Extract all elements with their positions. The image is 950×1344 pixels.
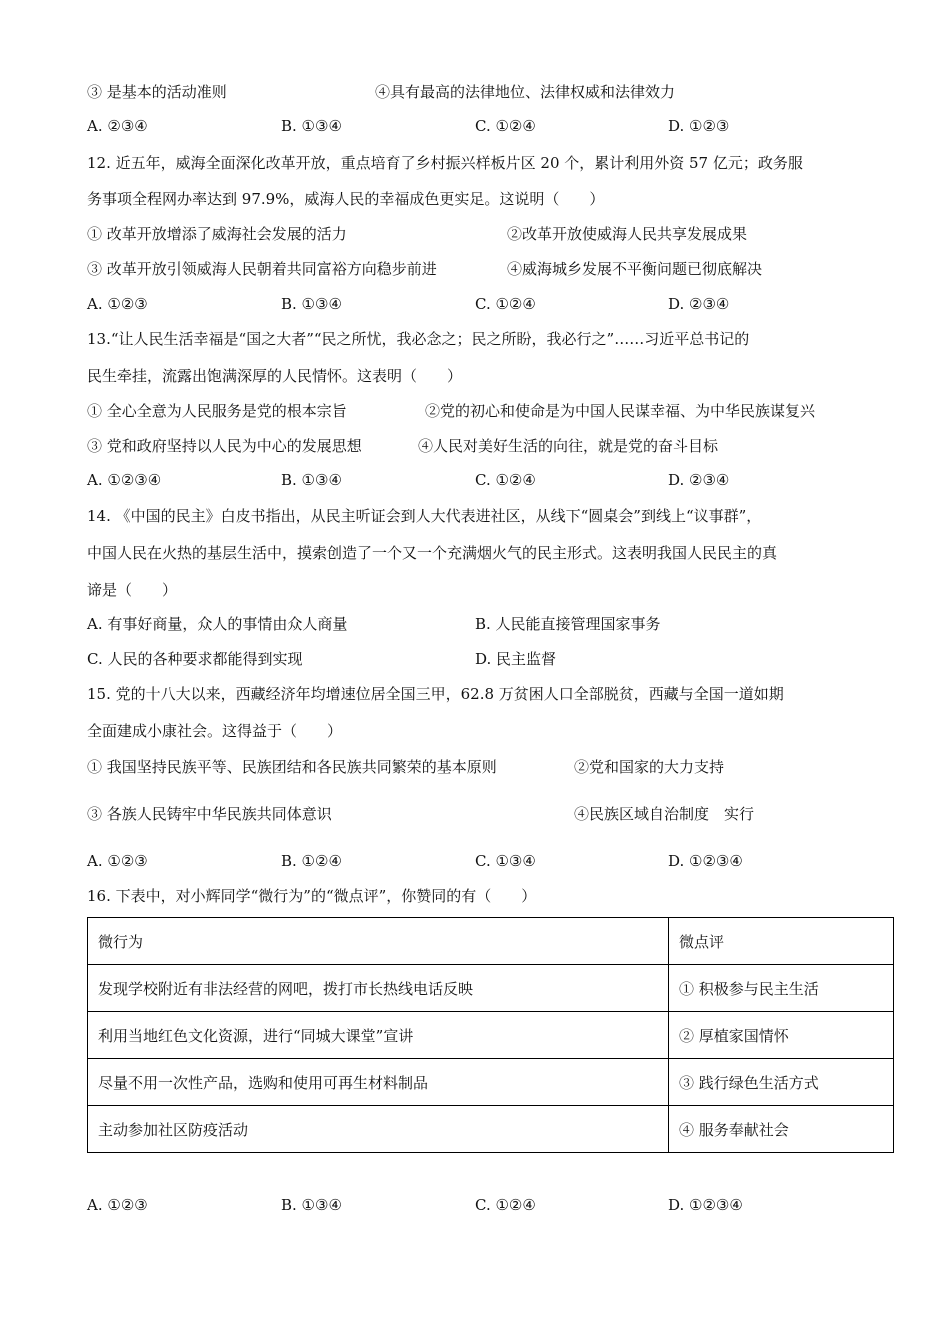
q14-stem-line1: 14. 《中国的民主》白皮书指出，从民主听证会到人大代表进社区，从线下“圆桌会”到线上“议事群”， [87,507,762,525]
table-cell-comment: ④ 服务奉献社会 [669,1106,894,1153]
q13-option-d: D. ②③④ [668,471,730,489]
q12-item-2: ②改革开放使威海人民共享发展成果 [507,225,748,243]
q13-item-2: ②党的初心和使命是为中国人民谋幸福、为中华民族谋复兴 [425,402,816,420]
q14-stem-line2: 中国人民在火热的基层生活中，摸索创造了一个又一个充满烟火气的民主形式。这表明我国人民民主的真 [87,544,778,562]
q15-option-d: D. ①②③④ [668,852,743,870]
q12-stem-line2: 务事项全程网办率达到 97.9%，威海人民的幸福成色更实足。这说明（ ） [87,190,605,208]
table-row [88,965,894,1012]
q15-item-4: ④民族区域自治制度 实行 [574,805,755,823]
q11-option-c: C. ①②④ [475,117,536,135]
q13-item-4: ④人民对美好生活的向往，就是党的奋斗目标 [418,437,719,455]
q15-option-c: C. ①③④ [475,852,536,870]
q16-stem: 16. 下表中，对小辉同学“微行为”的“微点评”，你赞同的有（ ） [87,887,537,905]
table-cell-comment: ② 厚植家国情怀 [669,1012,894,1059]
q14-stem-line3: 谛是（ ） [87,581,178,599]
table-header-cell: 微行为 [88,918,669,965]
q15-stem-line2: 全面建成小康社会。这得益于（ ） [87,722,343,740]
q14-option-c: C. 人民的各种要求都能得到实现 [87,650,303,668]
table-cell-comment: ③ 践行绿色生活方式 [669,1059,894,1106]
q16-option-b: B. ①③④ [281,1196,342,1214]
q13-item-3: ③ 党和政府坚持以人民为中心的发展思想 [87,437,362,455]
table-row [88,1106,894,1153]
q16-option-d: D. ①②③④ [668,1196,743,1214]
q12-item-1: ① 改革开放增添了威海社会发展的活力 [87,225,347,243]
q15-option-a: A. ①②③ [87,852,148,870]
q12-option-c: C. ①②④ [475,295,536,313]
q11-option-b: B. ①③④ [281,117,342,135]
table-header-row [88,918,894,965]
q15-option-b: B. ①②④ [281,852,342,870]
q12-item-3: ③ 改革开放引领威海人民朝着共同富裕方向稳步前进 [87,260,437,278]
table-row [88,1012,894,1059]
q15-item-2: ②党和国家的大力支持 [574,758,725,776]
q12-stem-line1: 12. 近五年，威海全面深化改革开放，重点培育了乡村振兴样板片区 20 个，累计利用外资 57 亿元；政务服 [87,154,803,172]
q11-option-a: A. ②③④ [87,117,148,135]
table-cell-behavior: 尽量不用一次性产品，选购和使用可再生材料制品 [88,1059,669,1106]
q14-option-d: D. 民主监督 [475,650,557,668]
q16-option-a: A. ①②③ [87,1196,148,1214]
q15-stem-line1: 15. 党的十八大以来，西藏经济年均增速位居全国三甲，62.8 万贫困人口全部脱贫，西藏与全国一道如期 [87,685,784,703]
q12-option-a: A. ①②③ [87,295,148,313]
q15-item-1: ① 我国坚持民族平等、民族团结和各民族共同繁荣的基本原则 [87,758,497,776]
table-cell-behavior: 发现学校附近有非法经营的网吧，拨打市长热线电话反映 [88,965,669,1012]
q14-option-a: A. 有事好商量，众人的事情由众人商量 [87,615,348,633]
table-cell-comment: ① 积极参与民主生活 [669,965,894,1012]
q11-item-3: ③ 是基本的活动准则 [87,83,227,101]
table-cell-behavior: 主动参加社区防疫活动 [88,1106,669,1153]
q13-item-1: ① 全心全意为人民服务是党的根本宗旨 [87,402,347,420]
q11-option-d: D. ①②③ [668,117,730,135]
q13-option-a: A. ①②③④ [87,471,162,489]
table-header-cell: 微点评 [669,918,894,965]
table-cell-behavior: 利用当地红色文化资源，进行“同城大课堂”宣讲 [88,1012,669,1059]
q15-item-3: ③ 各族人民铸牢中华民族共同体意识 [87,805,332,823]
q16-table [87,917,894,1153]
q14-option-b: B. 人民能直接管理国家事务 [475,615,661,633]
q13-option-c: C. ①②④ [475,471,536,489]
table-row [88,1059,894,1106]
q12-item-4: ④威海城乡发展不平衡问题已彻底解决 [507,260,763,278]
q13-option-b: B. ①③④ [281,471,342,489]
q13-stem-line2: 民生牵挂，流露出饱满深厚的人民情怀。这表明（ ） [87,367,463,385]
q12-option-d: D. ②③④ [668,295,730,313]
q12-option-b: B. ①③④ [281,295,342,313]
q11-item-4: ④具有最高的法律地位、法律权威和法律效力 [375,83,676,101]
q13-stem-line1: 13.“让人民生活幸福是“国之大者”“民之所忧，我必念之；民之所盼，我必行之”……习近平总书记的 [87,330,750,348]
q16-option-c: C. ①②④ [475,1196,536,1214]
